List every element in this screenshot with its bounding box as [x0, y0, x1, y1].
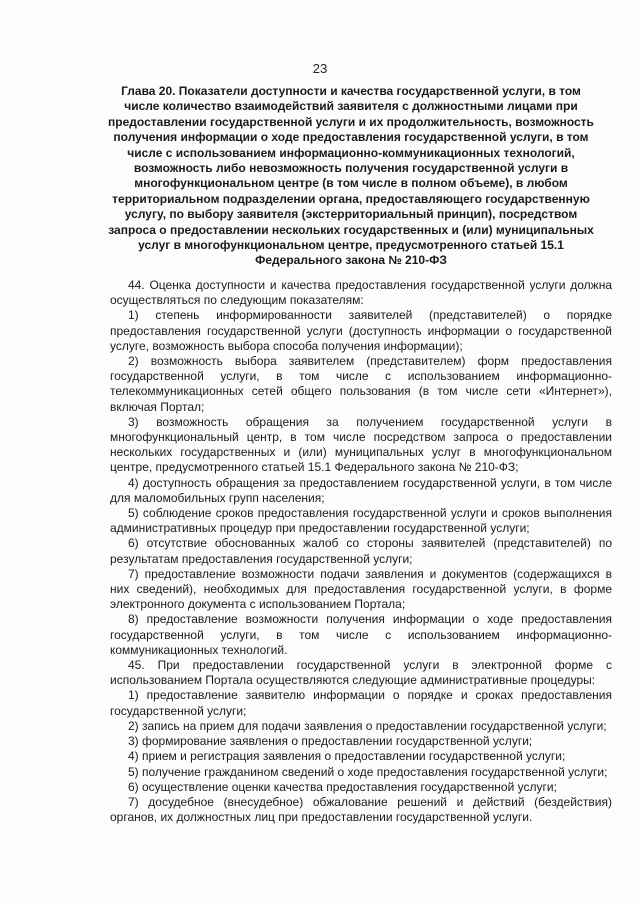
list-item-44-3: 3) возможность обращения за получением государственной услуги в многофункциональный центр, в том числе посредством запроса о предоставлении нескольких государственных и (или) муниципальных услуг в многофункциональном центре, предусмотренного статьей 15.1 Федерального закона № 210-ФЗ; [110, 414, 612, 475]
page-number: 23 [312, 61, 328, 76]
list-item-45-5: 5) получение гражданином сведений о ходе предоставления государственной услуги; [128, 764, 608, 779]
list-item-44-7: 7) предоставление возможности подачи заявления и документов (содержащихся в них сведений), необходимых для предоставления государственной услуги, в форме электронного документа с использованием Портала; [110, 566, 612, 612]
list-item-45-4: 4) прием и регистрация заявления о предоставлении государственной услуги; [128, 749, 566, 764]
list-item-45-7: 7) досудебное (внесудебное) обжалование решений и действий (бездействия) органов, их должностных лиц при предоставлении государственной услуги. [110, 794, 612, 825]
list-item-45-3: 3) формирование заявления о предоставлении государственной услуги; [128, 734, 533, 749]
body-text [110, 278, 612, 825]
list-item-45-2: 2) запись на прием для подачи заявления о предоставлении государственной услуги; [128, 718, 607, 733]
paragraph-45: 45. При предоставлении государственной услуги в электронной форме с использованием Портала осуществляются следующие административные процедуры: [110, 658, 612, 688]
list-item-44-2: 2) возможность выбора заявителем (представителем) форм предоставления государственной услуги, в том числе с использованием информационно-телекоммуникационных сетей общего пользования (в том числе сети «Интернет»), включая Портал; [110, 354, 612, 414]
paragraph-44: 44. Оценка доступности и качества предоставления государственной услуги должна осуществляться по следующим показателям: [110, 278, 612, 308]
list-item-44-4: 4) доступность обращения за предоставлением государственной услуги, в том числе для маломобильных групп населения; [110, 475, 612, 505]
list-item-45-6: 6) осуществление оценки качества предоставления государственной услуги; [128, 779, 557, 794]
list-item-44-1: 1) степень информированности заявителей (представителей) о порядке предоставления государственной услуги (доступность информации о государственной услуге, возможность выбора способа получения информации); [110, 308, 612, 353]
list-item-44-6: 6) отсутствие обоснованных жалоб со стороны заявителей (представителей) по результатам предоставления государственной услуги; [110, 536, 612, 566]
list-item-44-8: 8) предоставление возможности получения информации о ходе предоставления государственной услуги, в том числе с использованием информационно-коммуникационных технологий. [110, 612, 612, 657]
list-item-45-1: 1) предоставление заявителю информации о порядке и сроках предоставления государственной услуги; [110, 688, 612, 718]
chapter-heading: Глава 20. Показатели доступности и качества государственной услуги, в том числе количество взаимодействий заявителя с должностными лицами при предоставлении государственной услуги и их продолжительность, возможность получения информации о ходе предоставления государственной услуги, в том числе с использованием информационно-коммуникационных технологий, возможность либо невозможность получения государственной услуги в многофункциональном центре (в том числе в полном объеме), в любом территориальном подразделении органа, предоставляющего государственную услугу, по выбору заявителя (экстерриториальный принцип), посредством запроса о предоставлении нескольких государственных и (или) муниципальных услуг в многофункциональном центре, предусмотренного статьей 15.1 Федерального закона № 210-ФЗ [108, 84, 594, 268]
list-item-44-5: 5) соблюдение сроков предоставления государственной услуги и сроков выполнения административных процедур при предоставлении государственной услуги; [110, 506, 612, 536]
